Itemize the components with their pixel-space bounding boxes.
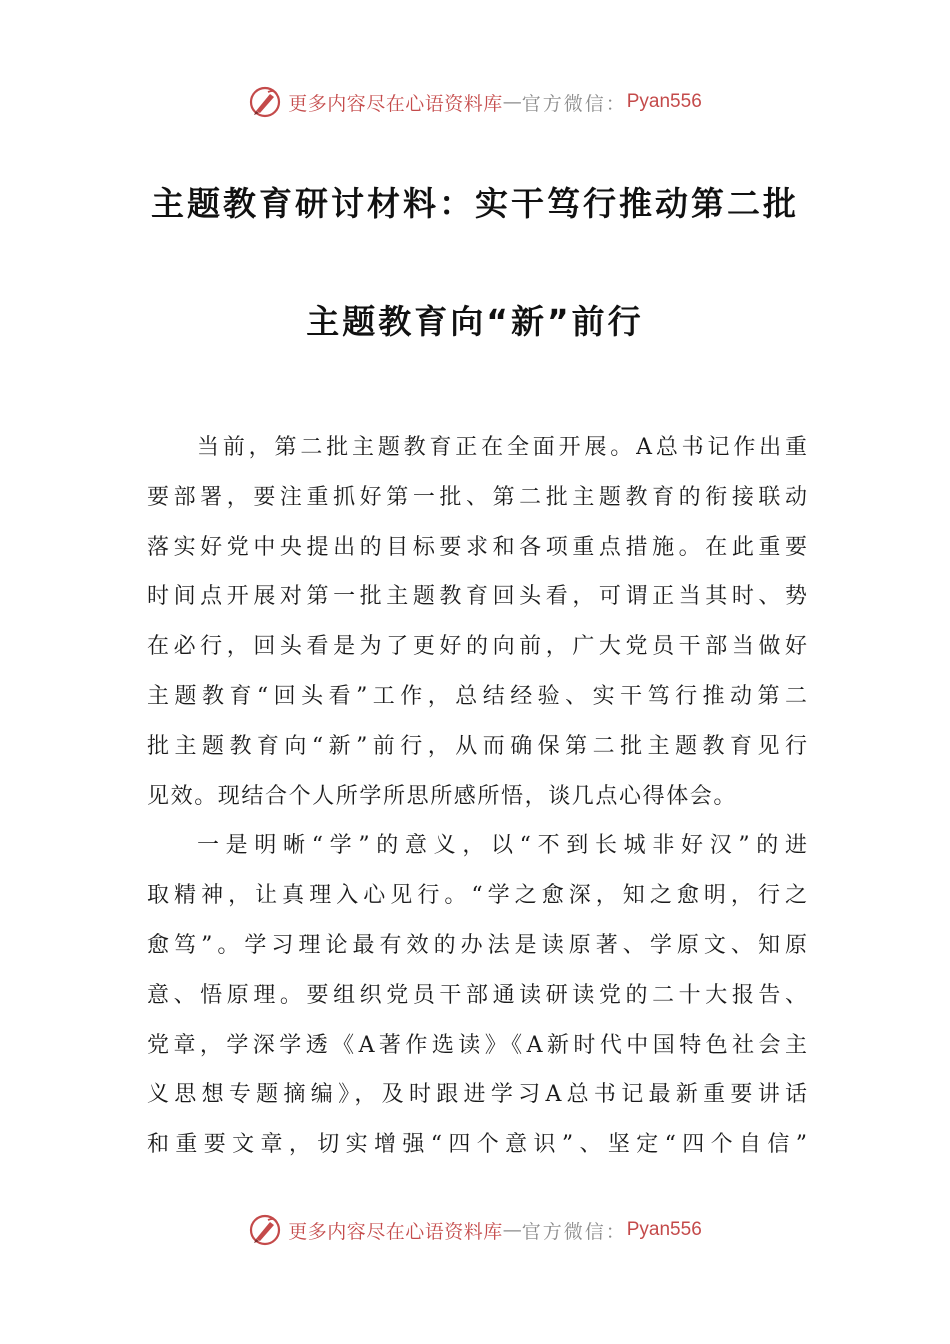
document-title-line-2: 主题教育向“新”前行 bbox=[306, 302, 644, 341]
body-line: 时间点开展对第一批主题教育回头看，可谓正当其时、势 bbox=[147, 584, 807, 610]
body-line: 批主题教育向“新”前行，从而确保第二批主题教育见行 bbox=[147, 733, 807, 759]
banner-label: 官方微信： bbox=[521, 92, 627, 115]
footer-watermark-banner bbox=[0, 1208, 950, 1252]
banner-account: Pyan556 bbox=[626, 1219, 702, 1240]
body-line: 落实好党中央提出的目标要求和各项重点措施。在此重要 bbox=[147, 534, 807, 560]
banner-account: Pyan556 bbox=[626, 91, 702, 112]
body-line: 意、悟原理。要组织党员干部通读研读党的二十大报告、 bbox=[147, 982, 807, 1008]
header-watermark-banner bbox=[0, 80, 950, 124]
body-line: 主题教育“回头看”工作，总结经验、实干笃行推动第二 bbox=[147, 683, 807, 709]
pen-logo-icon bbox=[248, 1213, 282, 1247]
banner-text: 更多内容尽在心语资料库 bbox=[288, 92, 503, 115]
body-line: 和重要文章，切实增强“四个意识”、坚定“四个自信” bbox=[147, 1132, 807, 1158]
document-body bbox=[147, 423, 807, 1170]
body-line: 见效。现结合个人所学所思所感所悟，谈几点心得体会。 bbox=[147, 783, 738, 809]
banner-label: 官方微信： bbox=[521, 1220, 627, 1243]
banner-separator: — bbox=[502, 91, 522, 113]
body-line: 要部署，要注重抓好第一批、第二批主题教育的衔接联动 bbox=[147, 484, 807, 510]
body-line: 当前，第二批主题教育正在全面开展。A总书记作出重 bbox=[197, 435, 807, 460]
body-line: 取精神，让真理入心见行。“学之愈深，知之愈明，行之 bbox=[147, 883, 807, 909]
body-line: 愈笃”。学习理论最有效的办法是读原著、学原文、知原 bbox=[147, 932, 807, 958]
pen-logo-icon bbox=[248, 85, 282, 119]
banner-separator: — bbox=[502, 1219, 522, 1241]
body-line: 在必行，回头看是为了更好的向前，广大党员干部当做好 bbox=[147, 634, 807, 660]
body-line: 党章，学深学透《A著作选读》《A新时代中国特色社会主 bbox=[147, 1032, 807, 1058]
body-line: 义思想专题摘编》，及时跟进学习A总书记最新重要讲话 bbox=[147, 1082, 807, 1108]
banner-text: 更多内容尽在心语资料库 bbox=[288, 1220, 503, 1243]
body-line: 一是明晰“学”的意义，以“不到长城非好汉”的进 bbox=[197, 833, 807, 859]
document-title-line-1: 主题教育研讨材料：实干笃行推动第二批 bbox=[151, 184, 799, 223]
